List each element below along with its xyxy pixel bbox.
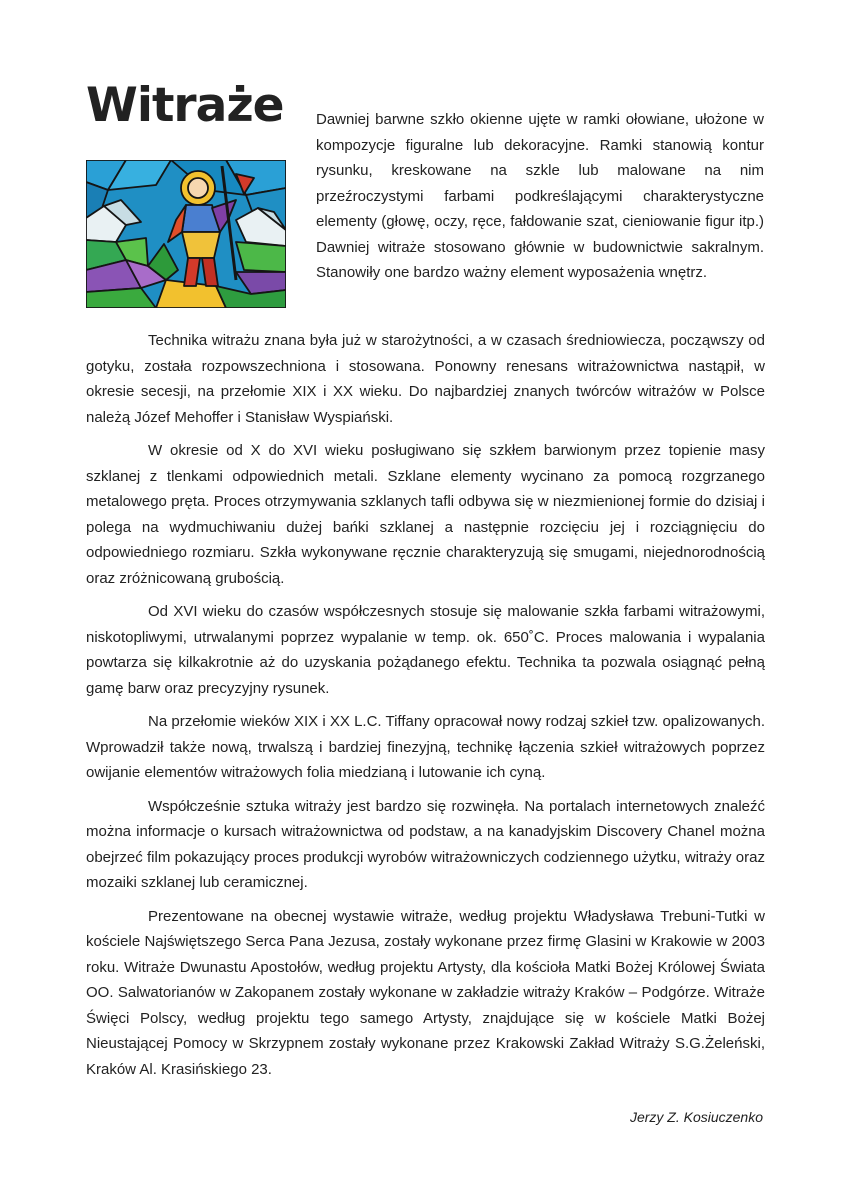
paragraph-contemporary: Współcześnie sztuka witraży jest bardzo się rozwinęła. Na portalach internetowych znaleźć można informacje o kursach witrażownictwa od podstaw, a na kanadyjskim Discovery Chanel można obejrzeć film pokazujący proces produkcji wyrobów witrażowniczych codziennego użytku, witraży oraz mozaiki szklanej lub ceramicznej. bbox=[86, 797, 765, 891]
article-body bbox=[86, 328, 765, 1090]
paragraph-painting: Od XVI wieku do czasów współczesnych stosuje się malowanie szkła farbami witrażowymi, niskotopliwymi, utrwalanymi poprzez wypalanie w temp. ok. 650˚C. Proces malowania i wypalania powtarza się kilkakrotnie aż do uzyskania pożądanego efektu. Technika ta pozwala osiągnąć pełną gamę barw oraz precyzyjny rysunek. bbox=[86, 603, 765, 697]
paragraph-history: Technika witrażu znana była już w starożytności, a w czasach średniowiecza, począwszy od gotyku, została rozpowszechniona i stosowana. Ponowny renesans witrażownictwa nastąpił, w okresie secesji, na przełomie XIX i XX wieku. Do najbardziej znanych twórców witrażów w Polsce należą Józef Mehoffer i Stanisław Wyspiański. bbox=[86, 332, 765, 426]
lead-paragraph: Dawniej barwne szkło okienne ujęte w ramki ołowiane, ułożone w kompozycje figuralne lub dekoracyjne. Ramki stanowią kontur rysunku, kreskowane na szkle lub malowane na nim przeźroczystymi farbami podkreślającymi charakterystyczne elementy (głowę, oczy, ręce, fałdowanie szat, cieniowanie figur itp.) Dawniej witraże stosowano głównie w budownictwie sakralnym. Stanowiły one bardzo ważny element wyposażenia wnętrz. bbox=[316, 111, 764, 281]
author-signature: Jerzy Z. Kosiuczenko bbox=[629, 1109, 763, 1125]
paragraph-exhibition: Prezentowane na obecnej wystawie witraże, według projektu Władysława Trebuni-Tutki w kościele Najświętszego Serca Pana Jezusa, zostały wykonane przez firmę Glasini w Krakowie w 2003 roku. Witraże Dwunastu Apostołów, według projektu Artysty, dla kościoła Matki Bożej Królowej Świata OO. Salwatorianów w Zakopanem zostały wykonane w zakładzie witraży Kraków – Podgórze. Witraże Święci Polscy, według projektu tego samego Artysty, znajdujące się w kościele Matki Bożej Nieustającej Pomocy w Skrzypnem zostały wykonane przez Krakowski Zakład Witraży S.G.Żeleński, Kraków Al. Krasińskiego 23. bbox=[86, 907, 765, 1078]
paragraph-tiffany: Na przełomie wieków XIX i XX L.C. Tiffany opracował nowy rodzaj szkieł tzw. opalizowanych. Wprowadził także nową, trwalszą i bardziej finezyjną, technikę łączenia szkieł witrażowych poprzez owijanie elementów witrażowych folia miedzianą i lutowanie ich cyną. bbox=[86, 713, 765, 781]
paragraph-glass-production: W okresie od X do XVI wieku posługiwano się szkłem barwionym przez topienie masy szklanej z tlenkami odpowiednich metali. Szklane elementy wycinano za pomocą rozgrzanego metalowego pręta. Proces otrzymywania szklanych tafli odbywa się w niezmienionej formie do dzisiaj i polega na wydmuchiwaniu dużej bańki szklanej a następnie rozcięciu jej i rozciągnięciu do odpowiedniego rozmiaru. Szkła wykonywane ręcznie charakteryzują się smugami, niejednorodnością oraz zróżnicowaną grubością. bbox=[86, 442, 765, 587]
page-title: Witraże bbox=[86, 78, 284, 133]
stained-glass-window-image bbox=[86, 160, 286, 308]
